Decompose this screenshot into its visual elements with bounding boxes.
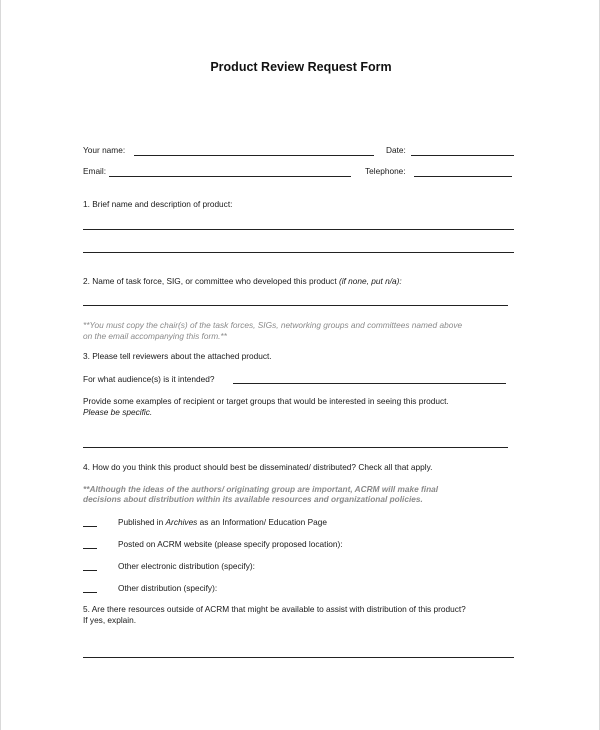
option-1-checkbox[interactable] — [83, 526, 97, 527]
question-1-answer-line-1[interactable] — [83, 229, 514, 230]
question-2-label — [83, 276, 402, 287]
question-5-label-line-1: 5. Are there resources outside of ACRM that might be available to assist with distribution of this product? — [83, 604, 466, 614]
email-field[interactable] — [109, 176, 351, 177]
question-1-label: 1. Brief name and description of product: — [83, 199, 233, 209]
audience-field[interactable] — [233, 383, 506, 384]
option-4-checkbox[interactable] — [83, 592, 97, 593]
question-2-note-line-2: on the email accompanying this form.** — [83, 331, 227, 341]
question-2-note-line-1: **You must copy the chair(s) of the task forces, SIGs, networking groups and committees named above — [83, 320, 463, 330]
question-5-answer-line[interactable] — [83, 657, 514, 658]
option-2-checkbox[interactable] — [83, 548, 97, 549]
examples-answer-line[interactable] — [83, 447, 508, 448]
option-1-italic: Archives — [165, 517, 198, 527]
option-3-checkbox[interactable] — [83, 570, 97, 571]
question-2-hint: (if none, put n/a): — [338, 276, 402, 286]
telephone-field[interactable] — [414, 176, 512, 177]
option-1-text-end: as an Information/ Education Page — [197, 517, 327, 527]
question-4-note-line-2: decisions about distribution within its available resources and organizational policies. — [83, 494, 423, 504]
option-1-text: Published in — [118, 517, 166, 527]
option-4-label: Other distribution (specify): — [118, 583, 218, 593]
page-title: Product Review Request Form — [210, 60, 392, 74]
option-2-label: Posted on ACRM website (please specify proposed location): — [118, 539, 343, 549]
date-label: Date: — [386, 145, 406, 155]
telephone-label: Telephone: — [365, 166, 406, 176]
name-label: Your name: — [83, 145, 126, 155]
question-2-answer-line[interactable] — [83, 305, 508, 306]
question-3-label: 3. Please tell reviewers about the attached product. — [83, 351, 272, 361]
question-4-label: 4. How do you think this product should best be disseminated/ distributed? Check all that apply. — [83, 462, 433, 472]
option-1-label — [118, 517, 327, 528]
date-field[interactable] — [411, 155, 514, 156]
name-field[interactable] — [134, 155, 374, 156]
question-1-answer-line-2[interactable] — [83, 252, 514, 253]
examples-line-2: Please be specific. — [83, 407, 153, 417]
examples-line-1: Provide some examples of recipient or target groups that would be interested in seeing this product. — [83, 396, 449, 406]
option-3-label: Other electronic distribution (specify): — [118, 561, 255, 571]
question-5-label-line-2: If yes, explain. — [83, 615, 137, 625]
audience-label: For what audience(s) is it intended? — [83, 374, 215, 384]
email-label: Email: — [83, 166, 107, 176]
question-2-text: 2. Name of task force, SIG, or committee who developed this product — [83, 276, 339, 286]
question-4-note-line-1: **Although the ideas of the authors/ originating group are important, ACRM will make final — [83, 484, 439, 494]
